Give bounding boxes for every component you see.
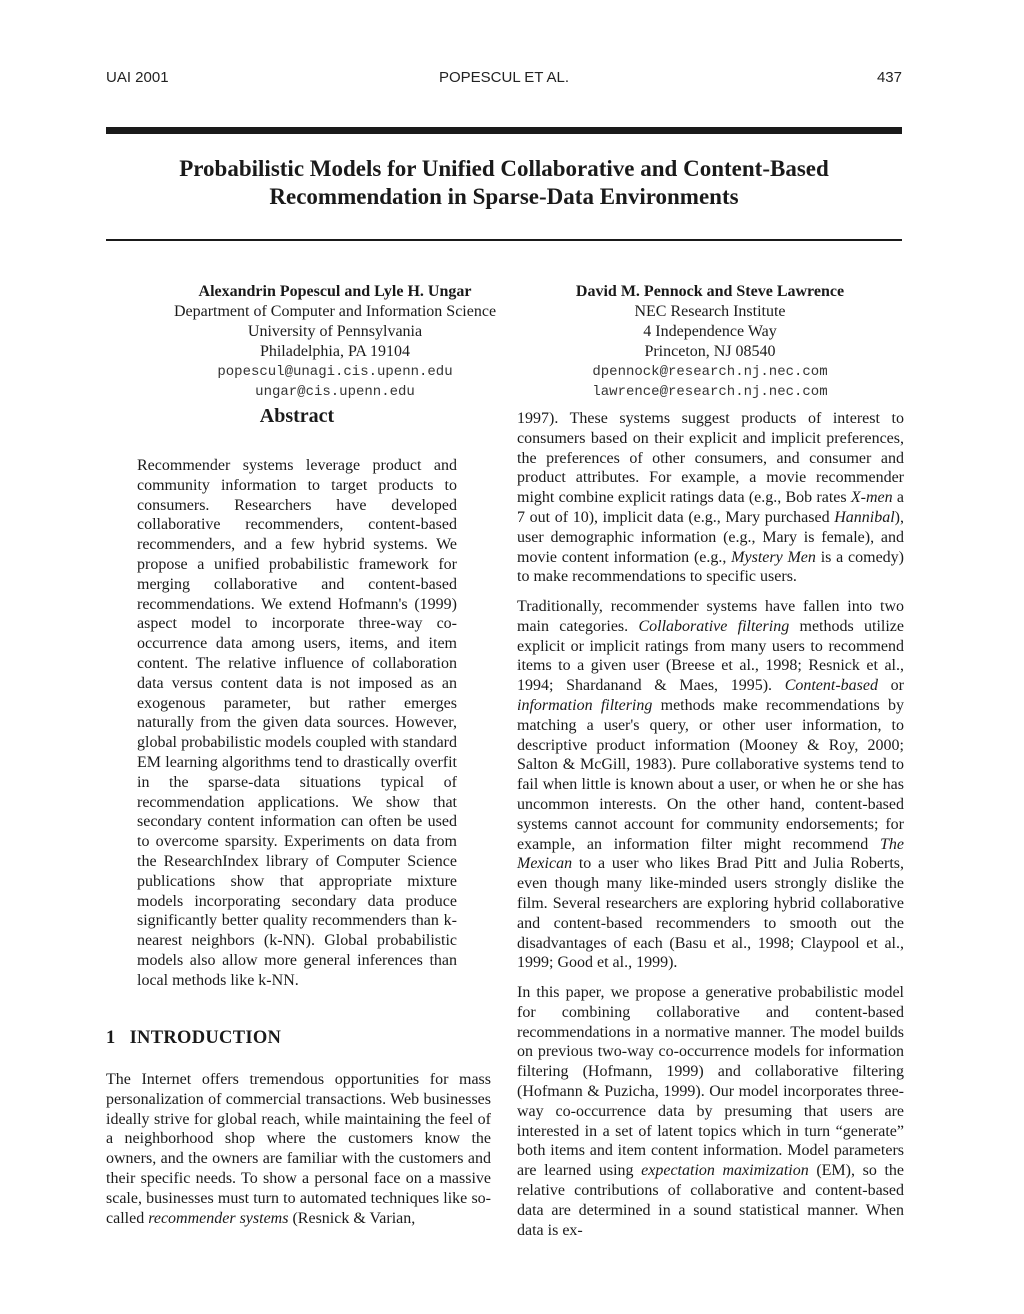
paper-title-line-1: Probabilistic Models for Unified Collaborative and Content-Based — [179, 156, 829, 181]
author-block-penn — [140, 282, 530, 402]
paper-title-line-2: Recommendation in Sparse-Data Environments — [269, 184, 739, 209]
section-title: INTRODUCTION — [129, 1028, 282, 1048]
right-column-paragraph-3: In this paper, we propose a generative probabilistic model for combining collaborative and content-based recommendations in a normative manner. The model builds on previous two-way co-occurrence models for information filtering (Hofmann, 1999) and collaborative filtering (Hofmann & Puzicha, 1999). Our model incorporates three-way co-occurrence data by presuming that users are interested in a set of latent topics which in turn “generate” both items and item content information. Model parameters are learned using expectation maximization (EM), so the relative contributions of collaborative and content-based data are determined in a sound statistical manner. When data is ex- — [517, 984, 904, 1239]
conference-label: UAI 2001 — [106, 69, 169, 86]
author-city: Philadelphia, PA 19104 — [259, 343, 411, 360]
author-institution: University of Pennsylvania — [247, 323, 423, 340]
title-bottom-rule — [106, 239, 902, 241]
author-city: Princeton, NJ 08540 — [644, 343, 776, 360]
running-authors: POPESCUL ET AL. — [438, 69, 570, 86]
title-top-rule — [106, 127, 902, 134]
author-email: lawrence@research.nj.nec.com — [592, 384, 828, 400]
author-names: Alexandrin Popescul and Lyle H. Ungar — [198, 283, 472, 300]
paper-title — [106, 155, 902, 211]
page-number: 437 — [876, 69, 902, 86]
author-address: 4 Independence Way — [643, 323, 777, 340]
right-column-paragraph-2: Traditionally, recommender systems have fallen into two main categories. Collaborative filtering methods utilize explicit or implicit ratings from many users to recommend items to a given user (Breese et al., 1998; Resnick et al., 1994; Shardanand & Maes, 1995). Content-based or information filtering methods make recommendations by matching a user's query, or other user information, to descriptive product information (Mooney & Roy, 2000; Salton & McGill, 1983). Pure collaborative systems tend to fail when little is known about a user, or when he or she has uncommon interests. On the other hand, content-based systems cannot account for community endorsements; for example, an information filter might recommend The Mexican to a user who likes Brad Pitt and Julia Roberts, even though many like-minded users strongly dislike the film. Several researchers are exploring hybrid collaborative and content-based recommenders to smooth out the disadvantages of each (Basu et al., 1998; Claypool et al., 1999; Good et al., 1999). — [517, 598, 905, 972]
author-department: Department of Computer and Information Science — [173, 303, 497, 320]
intro-paragraph: The Internet offers tremendous opportunities for mass personalization of commercial transactions. Web businesses ideally strive for global reach, while maintaining the feel of a neighborhood shop where the customers know the owners, and the owners are familiar with the customers and their specific needs. To show a personal face on a massive scale, businesses must turn to automated techniques like so-called recommender systems (Resnick & Varian, — [106, 1071, 491, 1227]
author-email: popescul@unagi.cis.upenn.edu — [217, 364, 453, 380]
right-column-paragraph-1: 1997). These systems suggest products of interest to consumers based on their explicit and implicit preferences, the preferences of other consumers, and consumer and product attributes. For example, a movie recommender might combine explicit ratings data (e.g., Bob rates X-men a 7 out of 10), implicit data (e.g., Mary purchased Hannibal), user demographic information (e.g., Mary is female), and movie content information (e.g., Mystery Men is a comedy) to make recommendations to specific users. — [517, 410, 905, 586]
abstract-text: Recommender systems leverage product and community information to target products to consumers. Researchers have developed collaborative recommenders, content-based recommenders, and a few hybrid systems. We propose a unified probabilistic framework for merging collaborative and content-based recommendations. We extend Hofmann's (1999) aspect model to incorporate three-way co-occurrence data among users, items, and item content. The relative influence of collaboration data versus content data is not imposed as an exogenous parameter, but rather emerges naturally from the given data sources. However, global probabilistic models coupled with standard EM learning algorithms tend to drastically overfit in the sparse-data situations typical of recommendation applications. We show that secondary content information can often be used to overcome sparsity. Experiments on data from the ResearchIndex library of Computer Science publications show that appropriate mixture models incorporating secondary data produce significantly better quality recommenders than k-nearest neighbors (k-NN). Global probabilistic models also allow more general inferences than local methods like k-NN. — [137, 457, 457, 989]
running-header — [106, 69, 902, 93]
author-block-nec — [510, 282, 910, 402]
author-names: David M. Pennock and Steve Lawrence — [575, 283, 845, 300]
section-number: 1 — [106, 1028, 116, 1048]
section-heading — [106, 1028, 281, 1049]
author-email: ungar@cis.upenn.edu — [255, 384, 415, 400]
author-email: dpennock@research.nj.nec.com — [592, 364, 828, 380]
author-department: NEC Research Institute — [634, 303, 786, 320]
abstract-heading: Abstract — [259, 405, 335, 427]
